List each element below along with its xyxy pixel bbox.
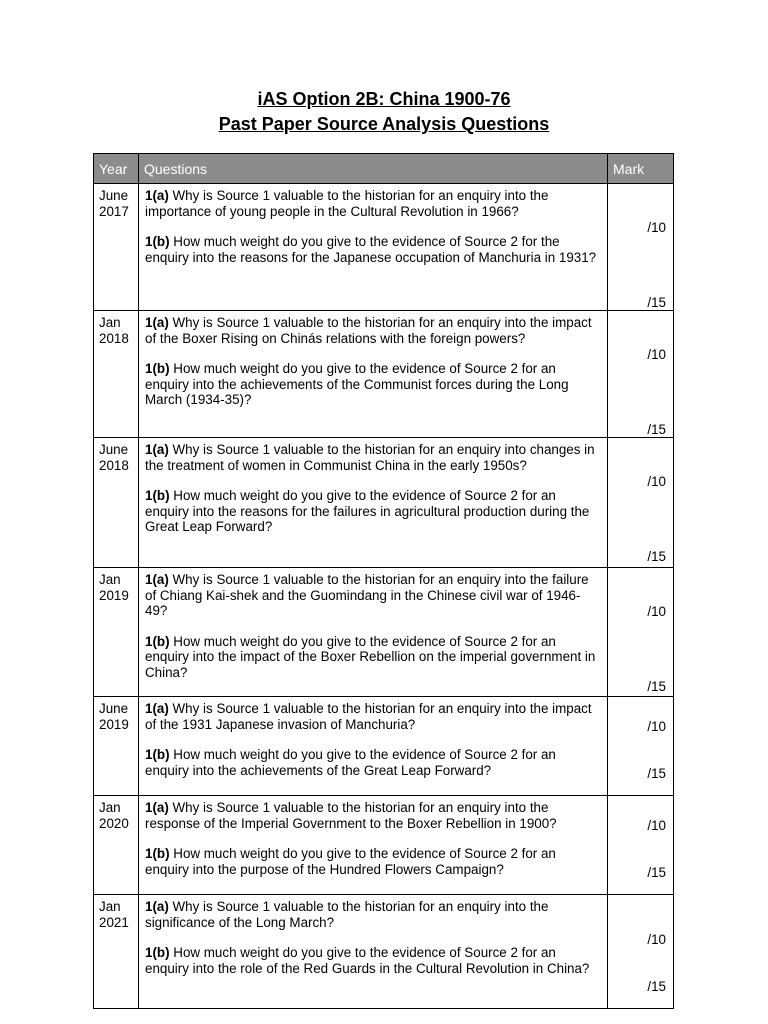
question-b-label: 1(b) [145, 846, 170, 861]
mark-a: /10 [647, 220, 666, 235]
column-header-year: Year [94, 154, 139, 184]
question-b [145, 634, 600, 681]
exam-year: 2018 [99, 330, 129, 346]
year-cell [94, 311, 139, 438]
table-row [94, 796, 674, 895]
exam-year: 2020 [99, 815, 129, 831]
question-b-text: How much weight do you give to the evidence of Source 2 for an enquiry into the purpose of the Hundred Flowers Campaign? [145, 846, 556, 877]
mark-a: /10 [647, 604, 666, 619]
question-a-label: 1(a) [145, 188, 169, 203]
question-b-text: How much weight do you give to the evidence of Source 2 for the enquiry into the reasons for the Japanese occupation of Manchuria in 1931? [145, 234, 597, 265]
exam-year: 2021 [99, 914, 129, 930]
table-row [94, 697, 674, 796]
question-b-text: How much weight do you give to the evidence of Source 2 for an enquiry into the impact of the Boxer Rebellion on the imperial government in China? [145, 633, 596, 680]
mark-a: /10 [647, 347, 666, 362]
exam-session: Jan [99, 800, 121, 815]
question-a-text: Why is Source 1 valuable to the historian for an enquiry into the response of the Imperial Government to the Boxer Rebellion in 1900? [145, 800, 557, 831]
mark-a: /10 [647, 818, 666, 833]
table-row [94, 184, 674, 311]
question-a [145, 800, 600, 831]
question-b-text: How much weight do you give to the evidence of Source 2 for an enquiry into the achievements of the Communist forces during the Long March (1934-35)? [145, 361, 569, 407]
question-a-text: Why is Source 1 valuable to the historian for an enquiry into the significance of the Long March? [145, 899, 549, 930]
question-a-label: 1(a) [145, 572, 169, 587]
questions-cell [139, 311, 608, 438]
mark-b: /15 [647, 978, 666, 994]
mark-cell [608, 796, 674, 895]
year-cell [94, 697, 139, 796]
year-cell [94, 438, 139, 568]
question-b [145, 945, 600, 976]
question-b-label: 1(b) [145, 945, 170, 960]
table-row [94, 438, 674, 568]
question-a-label: 1(a) [145, 315, 169, 330]
questions-cell [139, 796, 608, 895]
question-a-text: Why is Source 1 valuable to the historian for an enquiry into the importance of young people in the Cultural Revolution in 1966? [145, 188, 549, 219]
question-a-text: Why is Source 1 valuable to the historian for an enquiry into the failure of Chiang Kai-shek and the Guomindang in the Chinese civil war of 1946-49? [145, 572, 589, 618]
column-header-questions: Questions [139, 154, 608, 184]
question-b [145, 747, 600, 778]
question-b [145, 361, 600, 408]
question-a-label: 1(a) [145, 899, 169, 914]
mark-cell [608, 568, 674, 697]
mark-b: /15 [647, 678, 666, 694]
question-a-text: Why is Source 1 valuable to the historian for an enquiry into the impact of the Boxer Rising on Chinás relations with the foreign powers? [145, 315, 592, 346]
question-a [145, 701, 600, 732]
column-header-mark: Mark [608, 154, 674, 184]
table-row [94, 895, 674, 1009]
questions-table [93, 153, 674, 1009]
year-cell [94, 184, 139, 311]
year-cell [94, 895, 139, 1009]
question-b [145, 846, 600, 877]
question-b-label: 1(b) [145, 488, 170, 503]
document-title: iAS Option 2B: China 1900-76 [257, 89, 511, 109]
question-a [145, 899, 600, 930]
question-a [145, 572, 600, 619]
title-block [0, 87, 768, 137]
question-a [145, 315, 600, 346]
mark-cell [608, 311, 674, 438]
table-row [94, 568, 674, 697]
question-a [145, 442, 600, 473]
exam-session: Jan [99, 899, 121, 914]
question-b [145, 488, 600, 535]
exam-session: June [99, 188, 129, 203]
mark-b: /15 [647, 765, 666, 781]
question-a-text: Why is Source 1 valuable to the historian for an enquiry into the impact of the 1931 Japanese invasion of Manchuria? [145, 701, 592, 732]
exam-year: 2019 [99, 716, 129, 732]
question-a-label: 1(a) [145, 442, 169, 457]
mark-cell [608, 697, 674, 796]
questions-cell [139, 895, 608, 1009]
exam-session: Jan [99, 315, 121, 330]
mark-b: /15 [647, 548, 666, 564]
question-a-label: 1(a) [145, 800, 169, 815]
questions-cell [139, 697, 608, 796]
mark-cell [608, 184, 674, 311]
question-b-text: How much weight do you give to the evidence of Source 2 for an enquiry into the role of the Red Guards in the Cultural Revolution in China? [145, 945, 590, 976]
year-cell [94, 568, 139, 697]
questions-cell [139, 568, 608, 697]
question-b-label: 1(b) [145, 361, 170, 376]
table-header-row [94, 154, 674, 184]
exam-year: 2017 [99, 203, 129, 219]
mark-a: /10 [647, 932, 666, 947]
question-b-label: 1(b) [145, 633, 170, 649]
question-a-text: Why is Source 1 valuable to the historian for an enquiry into changes in the treatment of women in Communist China in the early 1950s? [145, 442, 595, 473]
mark-b: /15 [647, 294, 666, 310]
question-a-label: 1(a) [145, 701, 169, 716]
exam-year: 2019 [99, 587, 129, 603]
document-subtitle: Past Paper Source Analysis Questions [218, 114, 550, 134]
mark-a: /10 [647, 474, 666, 489]
year-cell [94, 796, 139, 895]
exam-session: June [99, 701, 129, 716]
question-b [145, 234, 600, 265]
question-b-label: 1(b) [145, 234, 170, 249]
exam-session: June [99, 442, 129, 457]
questions-cell [139, 184, 608, 311]
mark-b: /15 [647, 864, 666, 880]
mark-b: /15 [647, 421, 666, 437]
exam-session: Jan [99, 572, 121, 587]
question-b-text: How much weight do you give to the evidence of Source 2 for an enquiry into the achievements of the Great Leap Forward? [145, 747, 556, 778]
questions-cell [139, 438, 608, 568]
question-b-text: How much weight do you give to the evidence of Source 2 for an enquiry into the reasons for the failures in agricultural production during the Great Leap Forward? [145, 488, 590, 534]
exam-year: 2018 [99, 457, 129, 473]
question-b-label: 1(b) [145, 747, 170, 762]
question-a [145, 188, 600, 219]
table-row [94, 311, 674, 438]
mark-a: /10 [647, 719, 666, 734]
mark-cell [608, 895, 674, 1009]
mark-cell [608, 438, 674, 568]
